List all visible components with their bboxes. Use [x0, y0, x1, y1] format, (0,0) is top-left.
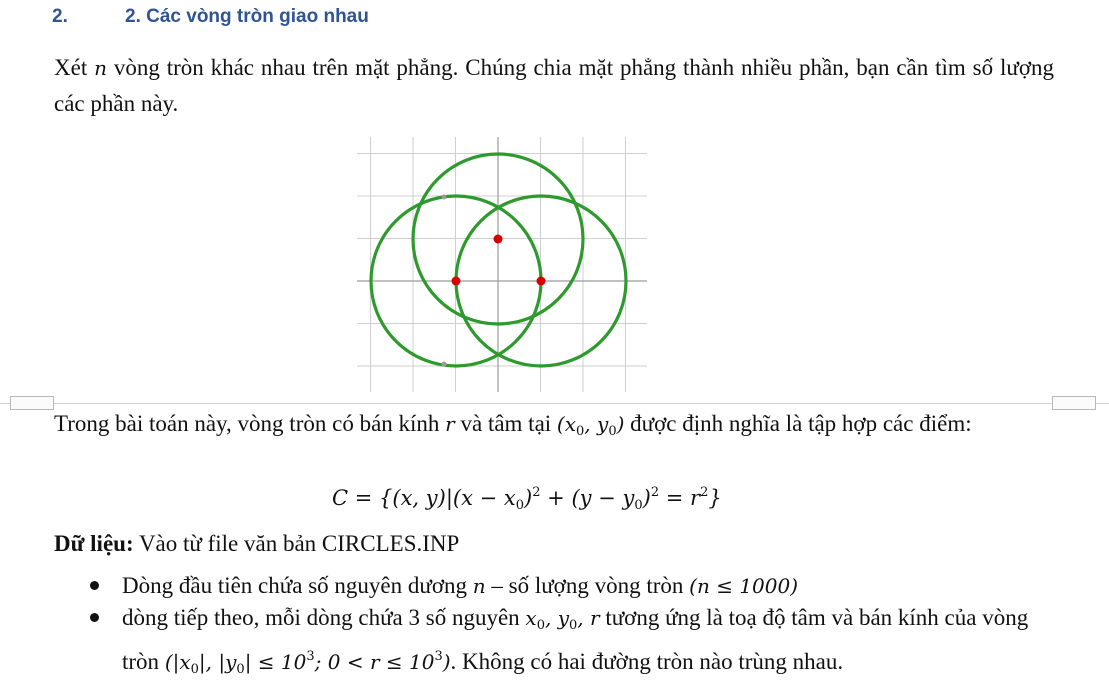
section-number: 2. — [52, 6, 68, 27]
formula-part-5: = r — [659, 486, 701, 510]
definition-var-r: r — [445, 412, 455, 436]
bullet-dot-icon — [90, 613, 99, 622]
item2-r: , r — [577, 606, 600, 630]
c-part-1: (|x — [164, 650, 191, 674]
center-close: ) — [616, 412, 625, 436]
c-sub-1: 0 — [190, 662, 199, 677]
margin-marker-right — [1052, 396, 1096, 410]
item2-x: x — [525, 606, 537, 630]
formula-part-4: ) — [642, 486, 651, 510]
list-item — [54, 570, 1054, 602]
center-sub-y: 0 — [608, 424, 617, 439]
margin-marker-left — [10, 396, 54, 410]
definition-center — [556, 412, 625, 439]
intersection-point-upper — [442, 195, 447, 200]
c-part-5: ) — [442, 650, 451, 674]
item2-text-2: tương ứng là toạ độ tâm và bán kính của vòng tròn — [122, 605, 1029, 674]
center-mid: , y — [584, 412, 609, 436]
data-text: Vào từ file văn bản CIRCLES.INP — [133, 531, 460, 556]
item2-text-3: . Không có hai đường tròn nào trùng nhau. — [450, 649, 844, 674]
item1-constraint: (n ≤ 1000) — [689, 574, 799, 598]
list-item — [54, 602, 1054, 685]
item2-constraint — [164, 649, 451, 677]
c-sup-2: 3 — [434, 649, 443, 664]
center-sub-x: 0 — [576, 424, 585, 439]
intersection-point-lower — [442, 362, 447, 367]
definition-paragraph — [54, 409, 1052, 447]
data-label: Dữ liệu: — [54, 531, 134, 556]
intro-paragraph — [54, 50, 1054, 122]
formula-part-3: + (y − y — [540, 486, 635, 510]
formula-sub-b: 0 — [634, 498, 643, 513]
definition-text-2: và tâm tại — [454, 411, 557, 436]
section-heading — [52, 6, 369, 28]
formula-part-1: C = {(x, y)|(x − x — [332, 486, 516, 510]
circle-formula — [332, 485, 722, 513]
section-title: 2. Các vòng tròn giao nhau — [125, 6, 369, 27]
item2-text-1: dòng tiếp theo, mỗi dòng chứa 3 số nguyên — [122, 605, 526, 630]
circles-diagram — [357, 137, 647, 392]
c-sub-2: 0 — [236, 662, 245, 677]
c-part-3: | ≤ 10 — [244, 650, 307, 674]
item1-text-2: – số lượng vòng tròn — [485, 573, 690, 598]
formula-sup-c: 2 — [700, 485, 709, 500]
item2-y: , y — [544, 606, 569, 630]
definition-text-3: được định nghĩa là tập hợp các điểm: — [624, 411, 972, 436]
intro-text-start: Xét — [54, 55, 95, 80]
formula-sub-a: 0 — [515, 498, 525, 513]
c-part-2: |, |y — [198, 650, 237, 674]
formula-sup-a: 2 — [532, 485, 541, 500]
bullet-dot-icon — [90, 581, 99, 590]
item2-x-sub: 0 — [536, 618, 545, 633]
c-sup-1: 3 — [306, 649, 315, 664]
formula-part-2: ) — [524, 486, 533, 510]
center-point-top — [494, 235, 503, 244]
formula-end: } — [708, 486, 722, 510]
item2-y-sub: 0 — [569, 618, 578, 633]
page-divider — [0, 403, 1109, 404]
definition-text-1: Trong bài toán này, vòng tròn có bán kính — [54, 411, 446, 436]
center-point-right — [537, 277, 546, 286]
intro-var-n: n — [94, 56, 107, 80]
c-part-4: ; 0 < r ≤ 10 — [314, 650, 435, 674]
item2-vars — [525, 606, 600, 633]
data-section — [54, 526, 459, 562]
center-point-left — [452, 277, 461, 286]
intro-text-end: vòng tròn khác nhau trên mặt phẳng. Chúng chia mặt phẳng thành nhiều phần, bạn cần tìm số lượng các phần này. — [54, 55, 1054, 116]
input-spec-list — [54, 570, 1054, 685]
item1-text-1: Dòng đầu tiên chứa số nguyên dương — [122, 573, 473, 598]
formula-sup-b: 2 — [650, 485, 660, 500]
center-open: (x — [556, 412, 577, 436]
item1-var-n: n — [472, 574, 486, 598]
circles-figure — [357, 137, 647, 392]
